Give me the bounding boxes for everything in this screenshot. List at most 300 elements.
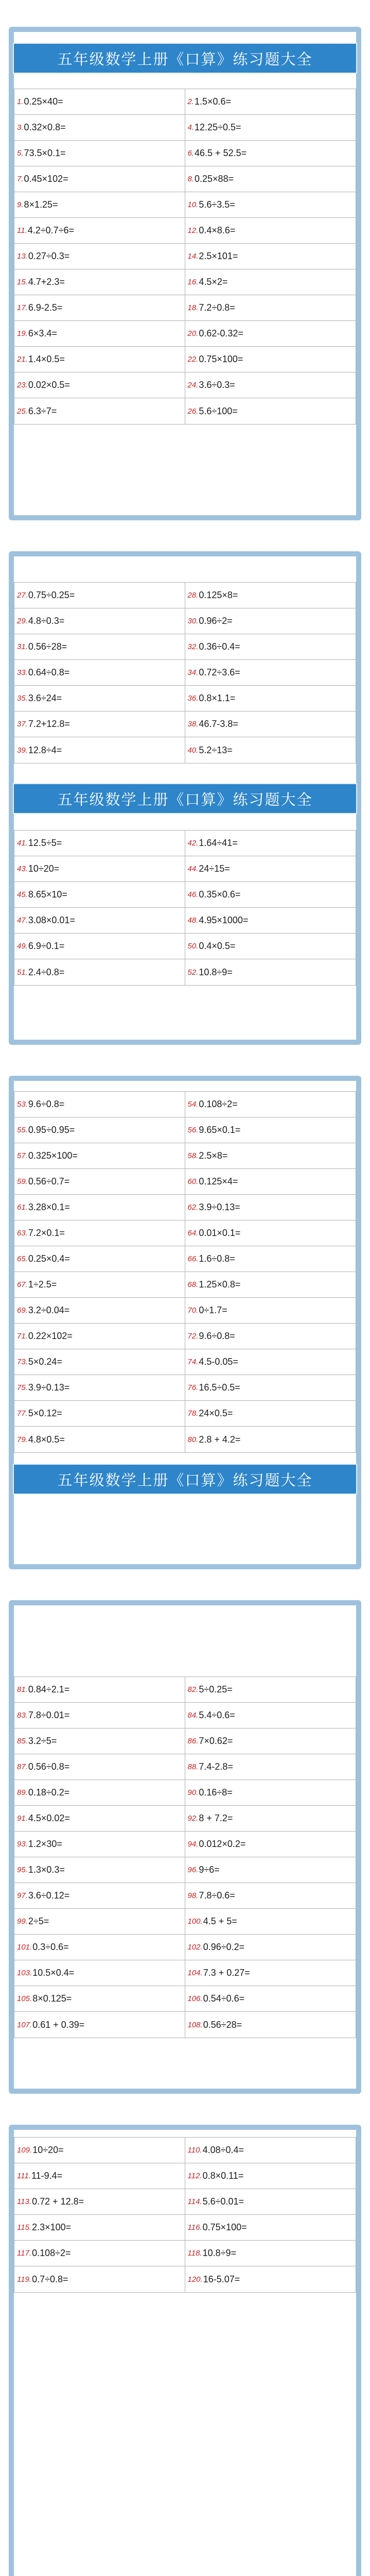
problem-cell xyxy=(185,218,356,244)
problem-cell xyxy=(14,244,185,269)
problem-number: 84. xyxy=(187,1711,199,1720)
problem-expression: 0.7÷0.8= xyxy=(32,2274,68,2284)
problem-expression: 0.45×102= xyxy=(24,174,68,184)
problem-cell xyxy=(14,218,185,244)
problem-expression: 5×0.24= xyxy=(28,1357,62,1367)
problem-cell xyxy=(185,831,356,856)
problem-number: 63. xyxy=(17,1229,28,1238)
problem-cell xyxy=(14,711,185,737)
problem-cell xyxy=(14,1703,185,1728)
problem-cell xyxy=(14,192,185,218)
problem-expression: 0.25×0.4= xyxy=(28,1253,70,1264)
problem-cell xyxy=(14,269,185,295)
problem-cell xyxy=(14,1780,185,1806)
problem-expression: 0.56÷0.8= xyxy=(28,1761,70,1772)
problem-number: 32. xyxy=(187,642,199,651)
problem-expression: 9.65×0.1= xyxy=(199,1125,241,1135)
problem-cell xyxy=(185,1986,356,2012)
problem-number: 43. xyxy=(17,865,28,873)
problem-number: 72. xyxy=(187,1332,199,1341)
problem-number: 81. xyxy=(17,1685,28,1694)
problem-number: 48. xyxy=(187,916,199,925)
problem-expression: 6.3÷7= xyxy=(28,405,57,416)
problem-expression: 8 + 7.2= xyxy=(199,1813,233,1823)
problem-number: 112. xyxy=(187,2172,202,2180)
problem-number: 47. xyxy=(17,916,28,925)
problem-number: 106. xyxy=(187,1994,203,2003)
problem-expression: 0.62-0.32= xyxy=(199,328,243,338)
problem-number: 97. xyxy=(17,1891,28,1900)
problem-cell xyxy=(14,347,185,372)
problem-cell xyxy=(185,1246,356,1272)
problem-number: 37. xyxy=(17,720,28,728)
problem-expression: 12.8÷4= xyxy=(28,744,62,755)
problem-expression: 10.8÷9= xyxy=(202,2248,237,2258)
problem-number: 3. xyxy=(17,123,24,132)
problem-number: 5. xyxy=(17,149,24,158)
problem-expression: 0.8×0.11= xyxy=(202,2171,244,2181)
problem-expression: 10.5×0.4= xyxy=(32,1968,75,1978)
worksheet-page-5 xyxy=(0,2098,370,2576)
problem-number: 94. xyxy=(187,1840,199,1849)
problem-cell xyxy=(185,908,356,934)
problem-number: 54. xyxy=(187,1100,199,1109)
problem-expression: 4.5×2= xyxy=(199,277,228,287)
problem-number: 30. xyxy=(187,617,199,625)
problem-cell xyxy=(14,2138,185,2163)
problem-cell xyxy=(185,269,356,295)
page-frame xyxy=(9,27,361,520)
problem-cell xyxy=(14,1909,185,1935)
problem-cell xyxy=(185,959,356,985)
problem-cell xyxy=(185,711,356,737)
problem-cell xyxy=(14,1427,185,1452)
problem-cell xyxy=(14,2163,185,2189)
problem-number: 53. xyxy=(17,1100,28,1109)
problem-expression: 0.125×8= xyxy=(199,590,238,600)
problem-number: 80. xyxy=(187,1435,199,1444)
problem-number: 8. xyxy=(187,175,195,183)
worksheet-page-1 xyxy=(0,0,370,524)
problem-expression: 0.4×0.5= xyxy=(199,941,236,951)
problem-cell xyxy=(185,1298,356,1324)
problem-expression: 10.8÷9= xyxy=(199,967,233,977)
problem-number: 76. xyxy=(187,1383,199,1392)
problem-number: 6. xyxy=(187,149,195,158)
problem-cell xyxy=(14,1401,185,1427)
problem-expression: 4.95×1000= xyxy=(199,915,249,925)
problem-expression: 4.5 + 5= xyxy=(203,1916,237,1926)
problem-expression: 4.8÷0.3= xyxy=(28,616,65,626)
problem-number: 79. xyxy=(17,1435,28,1444)
problem-number: 34. xyxy=(187,668,199,677)
problem-expression: 1÷2.5= xyxy=(28,1279,57,1290)
problem-expression: 0.56÷28= xyxy=(203,2019,242,2030)
problem-cell xyxy=(14,856,185,882)
problem-number: 46. xyxy=(187,890,199,899)
problem-number: 64. xyxy=(187,1229,199,1238)
problem-number: 100. xyxy=(187,1917,203,1926)
problem-cell xyxy=(185,1375,356,1401)
problem-number: 4. xyxy=(187,123,195,132)
problem-number: 41. xyxy=(17,839,28,848)
problem-number: 49. xyxy=(17,942,28,951)
problem-number: 42. xyxy=(187,839,199,848)
problem-expression: 9.6÷0.8= xyxy=(199,1331,235,1341)
problem-cell xyxy=(14,1272,185,1298)
problem-cell xyxy=(185,1324,356,1349)
problem-expression: 10÷20= xyxy=(28,863,60,874)
problem-number: 87. xyxy=(17,1762,28,1771)
problem-grid xyxy=(14,2137,356,2293)
problem-number: 7. xyxy=(17,175,24,183)
problem-expression: 0.3÷0.6= xyxy=(32,1942,69,1952)
problem-cell xyxy=(185,608,356,634)
problem-cell xyxy=(185,1092,356,1117)
problem-expression: 4.5-0.05= xyxy=(199,1357,238,1367)
problem-expression: 0.325×100= xyxy=(28,1150,78,1161)
problem-expression: 5.6÷0.01= xyxy=(202,2196,244,2207)
problem-number: 31. xyxy=(17,642,28,651)
problem-cell xyxy=(14,166,185,192)
problem-number: 44. xyxy=(187,865,199,873)
problem-cell xyxy=(14,1221,185,1246)
problem-number: 105. xyxy=(17,1994,32,2003)
problem-cell xyxy=(185,1272,356,1298)
problem-number: 60. xyxy=(187,1177,199,1186)
problem-cell xyxy=(14,1677,185,1703)
problem-number: 109. xyxy=(17,2146,32,2155)
problem-expression: 46.7-3.8= xyxy=(199,719,238,729)
problem-number: 11. xyxy=(17,226,27,235)
problem-cell xyxy=(14,831,185,856)
problem-number: 28. xyxy=(187,591,199,600)
problem-number: 103. xyxy=(17,1969,32,1977)
worksheet-title: 五年级数学上册《口算》练习题大全 xyxy=(14,784,356,813)
problem-expression: 0.84÷2.1= xyxy=(28,1684,70,1694)
problem-number: 55. xyxy=(17,1126,28,1134)
problem-cell xyxy=(185,1117,356,1143)
problem-number: 12. xyxy=(187,226,199,235)
problem-number: 19. xyxy=(17,329,28,338)
problem-number: 20. xyxy=(187,329,199,338)
problem-expression: 7.2÷0.8= xyxy=(199,302,235,313)
problem-cell xyxy=(185,115,356,141)
problem-grid xyxy=(14,1091,356,1453)
problem-number: 101. xyxy=(17,1943,32,1952)
problem-expression: 5.6÷100= xyxy=(199,405,238,416)
problem-cell xyxy=(185,141,356,166)
problem-expression: 8×0.125= xyxy=(32,1993,72,2004)
problem-expression: 1.64÷41= xyxy=(199,838,238,848)
problem-cell xyxy=(14,2012,185,2038)
problem-cell xyxy=(14,882,185,908)
problem-expression: 16.5÷0.5= xyxy=(199,1382,240,1393)
problem-cell xyxy=(185,1195,356,1221)
problem-expression: 0.4×8.6= xyxy=(199,225,236,235)
problem-number: 70. xyxy=(187,1306,199,1315)
problem-number: 24. xyxy=(187,381,199,389)
problem-number: 98. xyxy=(187,1891,199,1900)
problem-cell xyxy=(185,2266,356,2292)
problem-expression: 0.75÷0.25= xyxy=(28,590,75,600)
problem-cell xyxy=(185,1832,356,1857)
problem-expression: 24×0.5= xyxy=(199,1408,233,1418)
problem-number: 18. xyxy=(187,303,199,312)
problem-expression: 3.08×0.01= xyxy=(28,915,75,925)
problem-number: 117. xyxy=(17,2249,32,2258)
problem-expression: 0÷1.7= xyxy=(199,1305,227,1315)
problem-cell xyxy=(185,1677,356,1703)
problem-number: 2. xyxy=(187,97,195,106)
problem-number: 93. xyxy=(17,1840,28,1849)
problem-cell xyxy=(185,295,356,321)
problem-cell xyxy=(185,1427,356,1452)
problem-expression: 0.8×1.1= xyxy=(199,693,236,703)
problem-expression: 3.2÷5= xyxy=(28,1736,57,1746)
problem-number: 108. xyxy=(187,2020,203,2029)
problem-number: 68. xyxy=(187,1280,199,1289)
problem-expression: 1.3×0.3= xyxy=(28,1865,65,1875)
problem-expression: 12.5÷5= xyxy=(28,838,62,848)
problem-cell xyxy=(185,1728,356,1754)
problem-number: 40. xyxy=(187,745,199,755)
problem-cell xyxy=(14,372,185,398)
problem-cell xyxy=(185,1169,356,1195)
problem-number: 85. xyxy=(17,1737,28,1745)
problem-number: 56. xyxy=(187,1126,199,1134)
problem-grid xyxy=(14,830,356,986)
problem-cell xyxy=(14,737,185,763)
problem-cell xyxy=(14,1935,185,1960)
problem-expression: 0.35×0.6= xyxy=(199,889,241,900)
problem-cell xyxy=(185,372,356,398)
page-frame xyxy=(9,1076,361,1569)
problem-number: 21. xyxy=(17,355,28,364)
problem-cell xyxy=(14,89,185,115)
problem-cell xyxy=(14,1169,185,1195)
problem-expression: 10÷20= xyxy=(32,2145,64,2155)
problem-number: 118. xyxy=(187,2249,202,2258)
problem-cell xyxy=(14,583,185,608)
problem-expression: 7.4-2.8= xyxy=(199,1761,233,1772)
problem-cell xyxy=(14,1349,185,1375)
problem-number: 1. xyxy=(17,97,24,106)
problem-number: 71. xyxy=(17,1332,28,1341)
problem-number: 67. xyxy=(17,1280,28,1289)
problem-cell xyxy=(14,1195,185,1221)
worksheet-page-4 xyxy=(0,1573,370,2098)
problem-expression: 7.3 + 0.27= xyxy=(203,1968,250,1978)
problem-cell xyxy=(185,1401,356,1427)
problem-expression: 5.6÷3.5= xyxy=(199,199,235,210)
problem-expression: 7.8÷0.01= xyxy=(28,1710,70,1720)
worksheet-page-2 xyxy=(0,524,370,1049)
problem-number: 33. xyxy=(17,668,28,677)
problem-number: 113. xyxy=(17,2197,32,2206)
problem-expression: 3.28×0.1= xyxy=(28,1202,70,1212)
problem-cell xyxy=(14,1832,185,1857)
page-frame xyxy=(9,1600,361,2094)
problem-number: 91. xyxy=(17,1814,28,1823)
problem-expression: 0.56÷0.7= xyxy=(28,1176,70,1187)
problem-number: 38. xyxy=(187,720,199,728)
problem-cell xyxy=(14,1375,185,1401)
problem-number: 86. xyxy=(187,1737,199,1745)
worksheet-title: 五年级数学上册《口算》练习题大全 xyxy=(14,44,356,73)
problem-expression: 4.5×0.02= xyxy=(28,1813,70,1823)
problem-expression: 6×3.4= xyxy=(28,328,57,338)
problem-number: 26. xyxy=(187,406,199,416)
problem-cell xyxy=(14,1883,185,1909)
problem-number: 69. xyxy=(17,1306,28,1315)
problem-cell xyxy=(14,1806,185,1832)
problem-cell xyxy=(185,2215,356,2241)
problem-expression: 0.64÷0.8= xyxy=(28,667,70,677)
problem-cell xyxy=(14,1298,185,1324)
problem-cell xyxy=(14,398,185,424)
problem-cell xyxy=(14,2266,185,2292)
problem-cell xyxy=(14,1728,185,1754)
problem-cell xyxy=(14,1960,185,1986)
problem-expression: 0.56÷28= xyxy=(28,641,67,652)
problem-expression: 0.61 + 0.39= xyxy=(32,2019,85,2030)
problem-expression: 0.25×40= xyxy=(24,96,63,107)
problem-cell xyxy=(185,89,356,115)
problem-expression: 4.08÷0.4= xyxy=(202,2145,244,2155)
problem-grid xyxy=(14,89,356,425)
problem-cell xyxy=(14,295,185,321)
problem-number: 58. xyxy=(187,1151,199,1160)
problem-cell xyxy=(14,1986,185,2012)
problem-expression: 1.4×0.5= xyxy=(28,354,65,364)
problem-number: 35. xyxy=(17,694,28,703)
problem-cell xyxy=(185,1143,356,1169)
problem-cell xyxy=(185,634,356,660)
problem-expression: 0.125×4= xyxy=(199,1176,238,1187)
problem-expression: 3.2÷0.04= xyxy=(28,1305,70,1315)
problem-cell xyxy=(185,1935,356,1960)
page-frame xyxy=(9,551,361,1045)
problem-number: 83. xyxy=(17,1711,28,1720)
problem-expression: 1.6÷0.8= xyxy=(199,1253,235,1264)
problem-number: 88. xyxy=(187,1762,199,1771)
problem-number: 120. xyxy=(187,2275,203,2284)
problem-number: 92. xyxy=(187,1814,199,1823)
problem-expression: 6.9÷0.1= xyxy=(28,941,65,951)
problem-cell xyxy=(14,1092,185,1117)
problem-expression: 0.108÷2= xyxy=(32,2248,71,2258)
problem-expression: 0.75×100= xyxy=(199,354,243,364)
problem-number: 116. xyxy=(187,2223,202,2232)
problem-number: 119. xyxy=(17,2275,32,2284)
problem-cell xyxy=(14,1117,185,1143)
problem-number: 65. xyxy=(17,1255,28,1263)
problem-number: 52. xyxy=(187,968,199,977)
problem-cell xyxy=(185,2241,356,2266)
problem-cell xyxy=(185,2138,356,2163)
problem-number: 96. xyxy=(187,1866,199,1874)
problem-expression: 5.4÷0.6= xyxy=(199,1710,235,1720)
problem-expression: 2.8 + 4.2= xyxy=(199,1434,241,1445)
problem-number: 13. xyxy=(17,252,28,261)
problem-expression: 2.5×101= xyxy=(199,251,238,261)
problem-cell xyxy=(14,321,185,347)
problem-number: 66. xyxy=(187,1255,199,1263)
problem-expression: 0.72 + 12.8= xyxy=(32,2196,84,2207)
problem-expression: 0.108÷2= xyxy=(199,1099,238,1109)
problem-expression: 7×0.62= xyxy=(199,1736,233,1746)
problem-cell xyxy=(185,347,356,372)
problem-cell xyxy=(185,398,356,424)
problem-number: 61. xyxy=(17,1203,28,1212)
problem-expression: 0.36÷0.4= xyxy=(199,641,240,652)
problem-number: 57. xyxy=(17,1151,28,1160)
problem-expression: 0.95÷0.95= xyxy=(28,1125,75,1135)
problem-expression: 1.2×30= xyxy=(28,1839,62,1849)
problem-expression: 0.96÷2= xyxy=(199,616,233,626)
problem-number: 36. xyxy=(187,694,199,703)
problem-expression: 0.72÷3.6= xyxy=(199,667,240,677)
problem-number: 59. xyxy=(17,1177,28,1186)
problem-cell xyxy=(14,634,185,660)
problem-expression: 3.9÷0.13= xyxy=(199,1202,240,1212)
problem-cell xyxy=(14,660,185,686)
problem-cell xyxy=(14,959,185,985)
problem-number: 102. xyxy=(187,1943,203,1952)
problem-expression: 0.02×0.5= xyxy=(28,380,70,390)
problem-expression: 3.6÷0.12= xyxy=(28,1890,70,1901)
problem-cell xyxy=(185,1221,356,1246)
problem-expression: 7.8÷0.6= xyxy=(199,1890,235,1901)
problem-number: 82. xyxy=(187,1685,199,1694)
problem-number: 39. xyxy=(17,745,28,755)
problem-cell xyxy=(14,2189,185,2215)
problem-cell xyxy=(185,686,356,711)
problem-number: 9. xyxy=(17,200,24,209)
problem-cell xyxy=(185,166,356,192)
problem-number: 14. xyxy=(187,252,199,261)
problem-cell xyxy=(185,1960,356,1986)
problem-cell xyxy=(185,583,356,608)
problem-cell xyxy=(185,1703,356,1728)
problem-cell xyxy=(185,192,356,218)
problem-expression: 2.4÷0.8= xyxy=(28,967,65,977)
problem-expression: 8.65×10= xyxy=(28,889,67,900)
problem-expression: 11-9.4= xyxy=(31,2171,63,2181)
problem-number: 111. xyxy=(17,2172,31,2180)
problem-expression: 7.2+12.8= xyxy=(28,719,70,729)
problem-number: 23. xyxy=(17,381,28,389)
problem-number: 95. xyxy=(17,1866,28,1874)
problem-number: 115. xyxy=(17,2223,32,2232)
problem-cell xyxy=(14,1246,185,1272)
problem-number: 90. xyxy=(187,1788,199,1797)
problem-number: 25. xyxy=(17,406,28,416)
problem-expression: 2÷5= xyxy=(28,1916,49,1926)
problem-expression: 0.96÷0.2= xyxy=(203,1942,245,1952)
problem-cell xyxy=(14,686,185,711)
problem-expression: 0.16÷8= xyxy=(199,1787,233,1798)
problem-number: 77. xyxy=(17,1409,28,1418)
problem-cell xyxy=(14,2215,185,2241)
problem-expression: 3.6÷0.3= xyxy=(199,380,235,390)
problem-number: 15. xyxy=(17,278,28,286)
problem-cell xyxy=(185,856,356,882)
problem-expression: 0.32×0.8= xyxy=(24,122,66,132)
problem-expression: 0.01×0.1= xyxy=(199,1228,241,1238)
problem-cell xyxy=(14,2241,185,2266)
